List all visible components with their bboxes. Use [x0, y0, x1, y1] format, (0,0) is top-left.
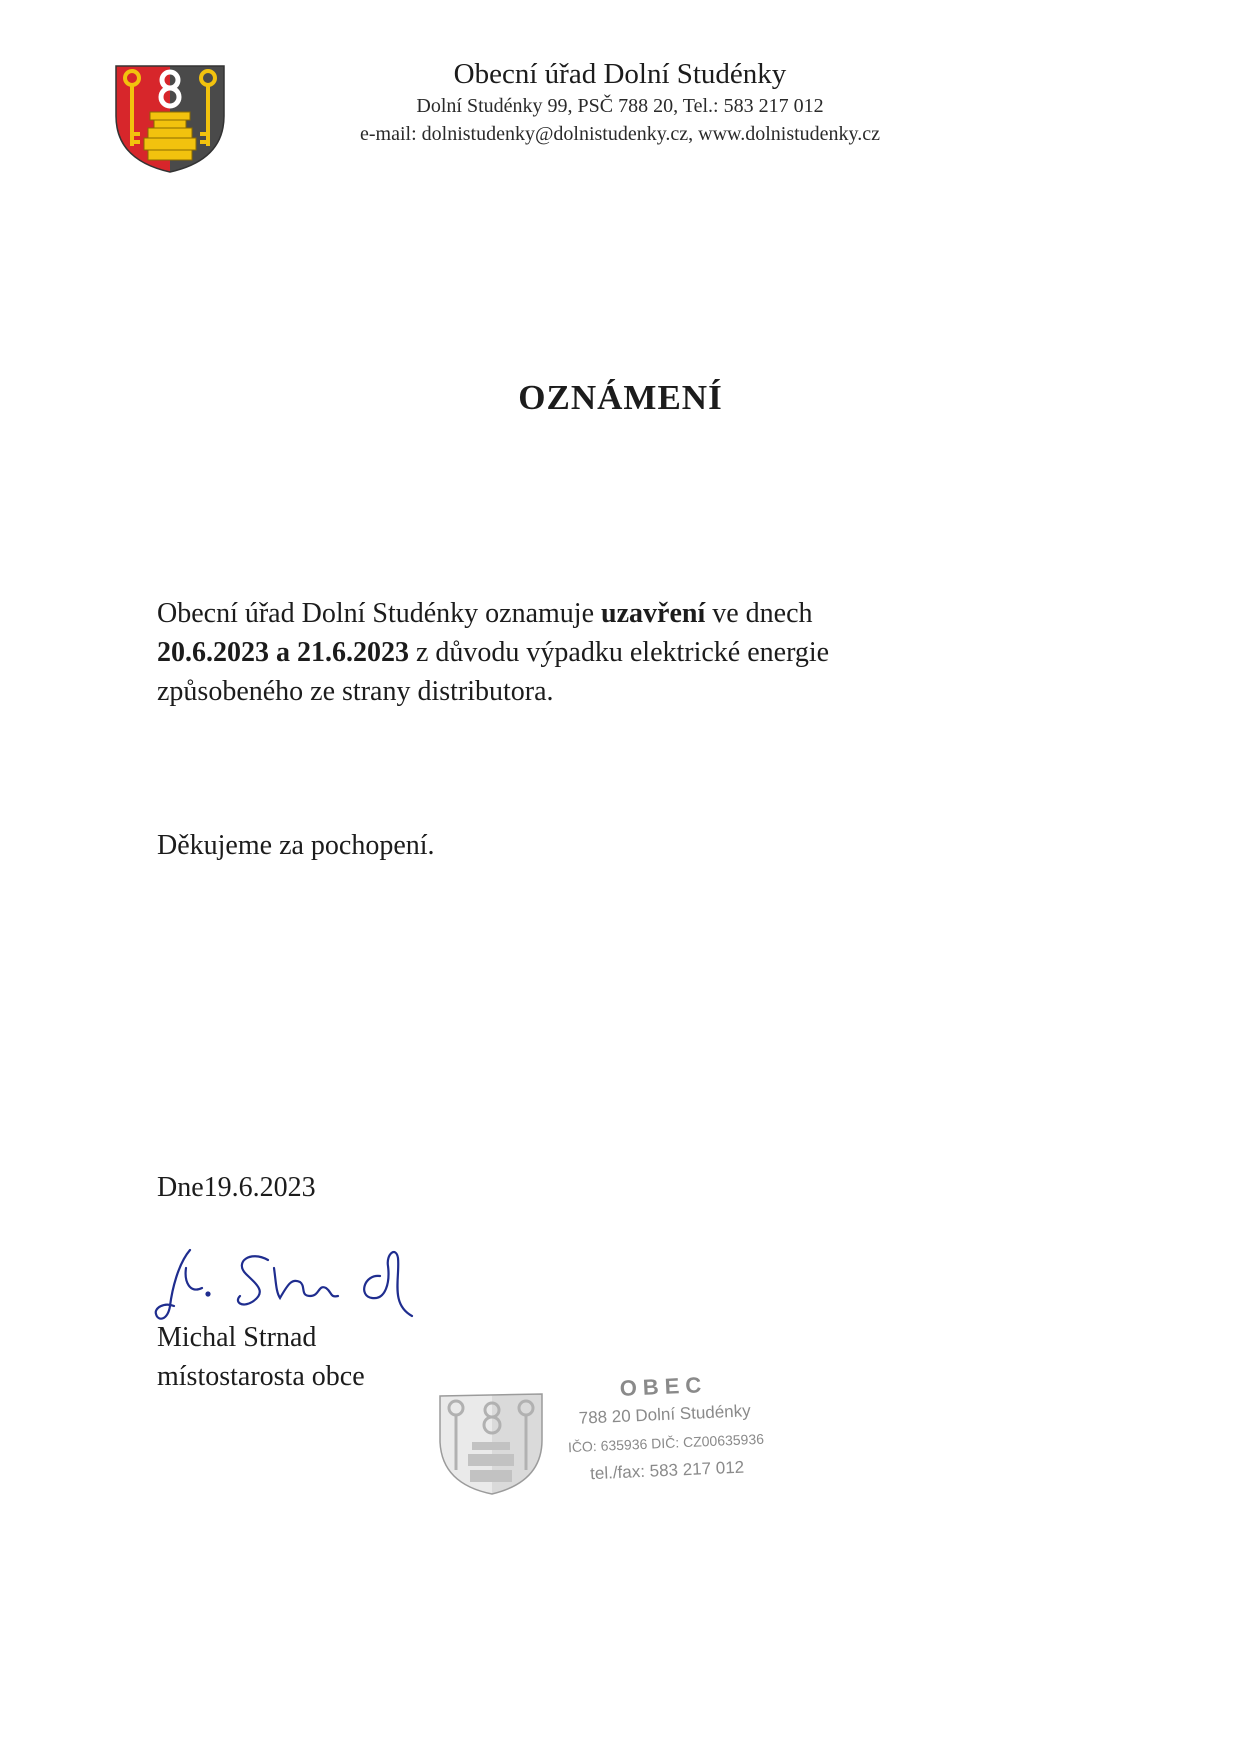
paragraph-text: způsobeného ze strany distributora. [157, 676, 554, 707]
office-contact: e-mail: dolnistudenky@dolnistudenky.cz, www.dolnistudenky.cz [360, 123, 880, 145]
signer-role: místostarosta obce [157, 1361, 365, 1392]
date-line: Dne19.6.2023 [157, 1172, 316, 1203]
paragraph-text: Obecní úřad Dolní Studénky oznamuje [157, 598, 602, 629]
paragraph-bold-closure: uzavření [601, 598, 706, 629]
stamp-title: OBEC [619, 1372, 708, 1401]
stamp-phone: tel./fax: 583 217 012 [589, 1457, 745, 1484]
paragraph-text: ve dnech [705, 598, 813, 629]
signer-name: Michal Strnad [157, 1322, 317, 1353]
coat-of-arms-icon [114, 64, 226, 174]
office-name: Obecní úřad Dolní Studénky [453, 58, 787, 90]
paragraph-text: z důvodu výpadku elektrické energie [409, 637, 830, 668]
letterhead [300, 56, 940, 148]
stamp-ids: IČO: 635936 DIČ: CZ00635936 [567, 1430, 765, 1456]
document-title: OZNÁMENÍ [518, 378, 723, 417]
thanks-line: Děkujeme za pochopení. [157, 830, 435, 861]
office-address: Dolní Studénky 99, PSČ 788 20, Tel.: 583 217 012 [416, 95, 824, 117]
paragraph-bold-dates: 20.6.2023 a 21.6.2023 [157, 637, 409, 668]
announcement-paragraph [157, 594, 1017, 711]
official-stamp [548, 1368, 783, 1490]
stamp-emblem-icon [436, 1390, 546, 1498]
stamp-address: 788 20 Dolní Studénky [578, 1401, 752, 1428]
